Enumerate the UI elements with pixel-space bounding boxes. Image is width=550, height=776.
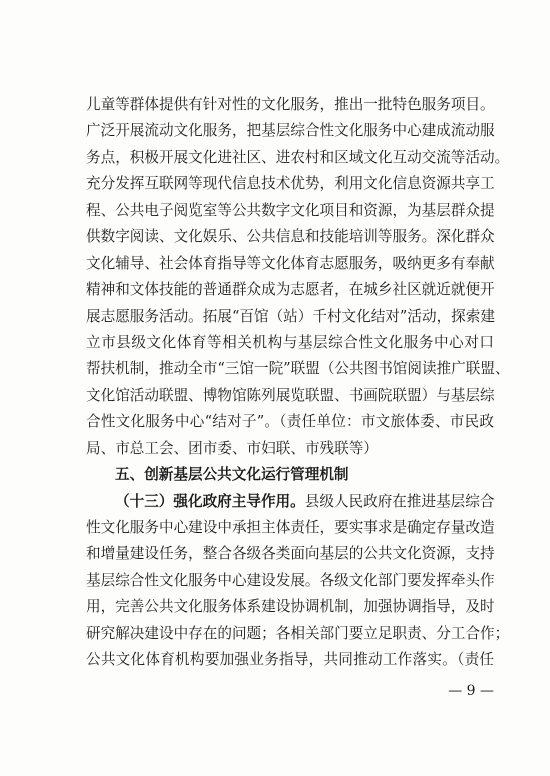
text-line: 合性文化服务中心“结对子”。（责任单位：市文旅体委、市民政 [86,413,494,431]
section-13-first-line [86,489,494,515]
text-line: 供数字阅读、文化娱乐、公共信息和技能培训等服务。深化群众 [86,228,495,246]
section-13-first-line-rest: 县级人民政府在推进基层综合 [304,492,495,510]
text-line: 广泛开展流动文化服务，把基层综合性文化服务中心建成流动服 [86,122,495,140]
text-line: 局、市总工会、团市委、市妇联、市残联等） [86,439,378,457]
text-line: 精神和文体技能的普通群众成为志愿者，在城乡社区就近就便开 [86,281,495,299]
body-text [86,92,510,674]
text-line: 帮扶机制，推动全市“三馆一院”联盟（公共图书馆阅读推广联盟、 [86,360,510,378]
text-line: 文化馆活动联盟、博物馆陈列展览联盟、书画院联盟）与基层综 [86,386,495,404]
text-line: 程、公共电子阅览室等公共数字文化项目和资源，为基层群众提 [86,201,495,219]
text-line: 文化辅导、社会体育指导等文化体育志愿服务，吸纳更多有奉献 [86,254,495,272]
text-line: 务点，积极开展文化进社区、进农村和区域文化互动交流等活动。 [86,148,510,166]
page-number: — 9 — [448,683,494,699]
text-line: 性文化服务中心建设中承担主体责任，要实事求是确定存量改造 [86,519,495,536]
text-line: 儿童等群体提供有针对性的文化服务，推出一批特色服务项目。 [86,96,495,113]
text-line: 基层综合性文化服务中心建设发展。各级文化部门要发挥牵头作 [86,571,495,589]
text-line: 展志愿服务活动。拓展“百馆（站）千村文化结对”活动，探索建 [86,307,495,325]
section-13-lead: （十三）强化政府主导作用。 [115,492,305,510]
text-line: 公共文化体育机构要加强业务指导，共同推动工作落实。（责任 [86,651,494,669]
text-line: 立市县级文化体育等相关机构与基层综合性文化服务中心对口 [86,333,494,351]
text-line: 用，完善公共文化服务体系建设协调机制，加强协调指导，及时 [86,598,495,616]
text-line: 和增量建设任务，整合各级各类面向基层的公共文化资源，支持 [86,545,495,563]
text-line: 充分发挥互联网等现代信息技术优势，利用文化信息资源共享工 [86,175,495,193]
text-line: 研究解决建设中存在的问题；各相关部门要立足职责、分工合作； [86,624,510,642]
section-heading: 五、创新基层公共文化运行管理机制 [115,466,349,484]
